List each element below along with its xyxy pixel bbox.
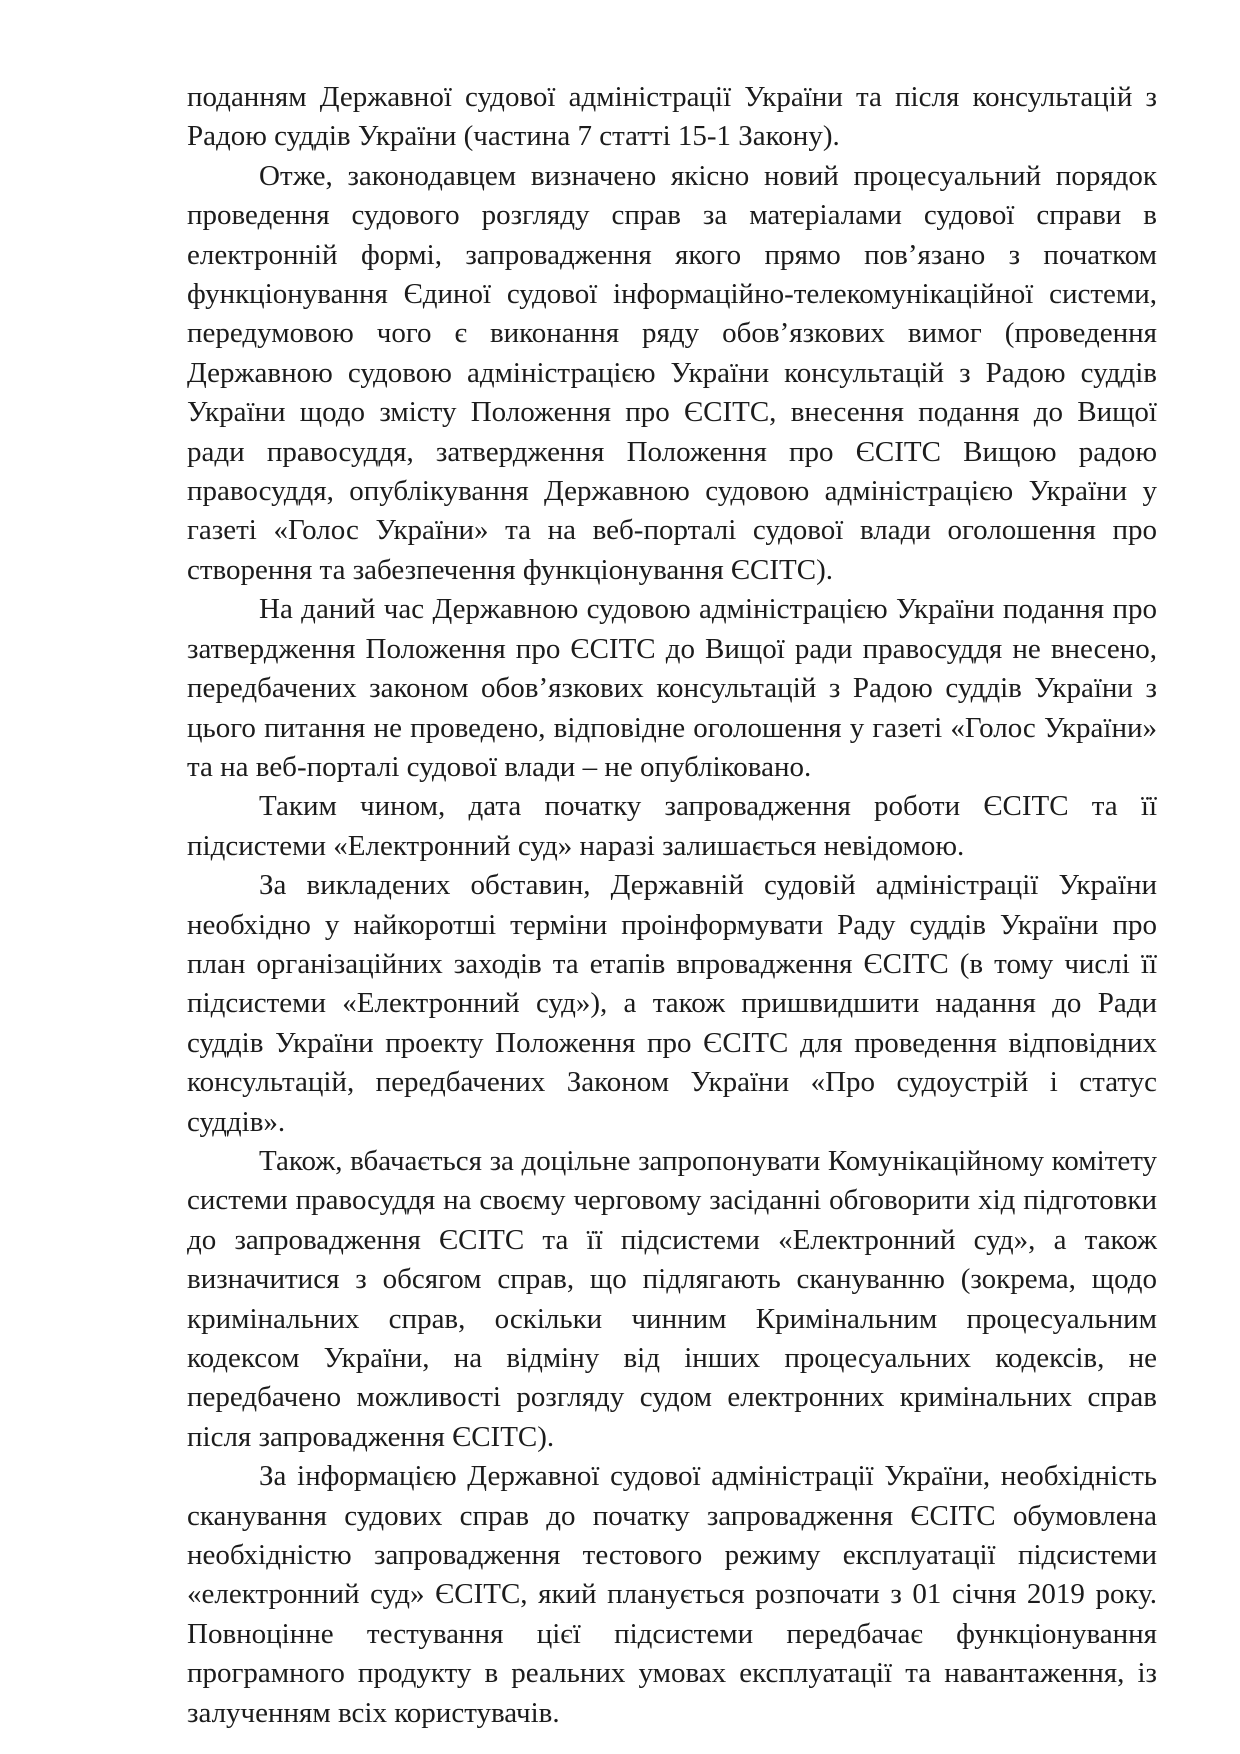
paragraph-4: Таким чином, дата початку запровадження роботи ЄСІТС та її підсистеми «Електронний суд» наразі залишається невідомою.	[187, 790, 1157, 862]
paragraph-2: Отже, законодавцем визначено якісно новий процесуальний порядок проведення судового розгляду справ за матеріалами судової справи в електронній формі, запровадження якого прямо пов’язано з початком функціонування Єдиної судової інформаційно-телекомунікаційної системи, передумовою чого є виконання ряду обов’язкових вимог (проведення Державною судовою адміністрацією України консультацій з Радою суддів України щодо змісту Положення про ЄСІТС, внесення подання до Вищої ради правосуддя, затвердження Положення про ЄСІТС Вищою радою правосуддя, опублікування Державною судовою адміністрацією України у газеті «Голос України» та на веб-порталі судової влади оголошення про створення та забезпечення функціонування ЄСІТС).	[187, 159, 1157, 586]
paragraph-3: На даний час Державною судовою адміністрацією України подання про затвердження Положення про ЄСІТС до Вищої ради правосуддя не внесено, передбачених законом обов’язкових консультацій з Радою суддів України з цього питання не проведено, відповідне оголошення у газеті «Голос України» та на веб-порталі судової влади – не опубліковано.	[187, 593, 1157, 783]
paragraph-6: Також, вбачається за доцільне запропонувати Комунікаційному комітету системи правосуддя на своєму черговому засіданні обговорити хід підготовки до запровадження ЄСІТС та її підсистеми «Електронний суд», а також визначитися з обсягом справ, що підлягають скануванню (зокрема, щодо кримінальних справ, оскільки чинним Кримінальним процесуальним кодексом України, на відміну від інших процесуальних кодексів, не передбачено можливості розгляду судом електронних кримінальних справ після запровадження ЄСІТС).	[187, 1144, 1157, 1453]
paragraph-7: За інформацією Державної судової адміністрації України, необхідність сканування судових справ до початку запровадження ЄСІТС обумовлена необхідністю запровадження тестового режиму експлуатації підсистеми «електронний суд» ЄСІТС, який планується розпочати з 01 січня 2019 року. Повноцінне тестування цієї підсистеми передбачає функціонування програмного продукту в реальних умовах експлуатації та навантаження, із залученням всіх користувачів.	[187, 1460, 1157, 1729]
document-body	[187, 78, 1157, 1733]
paragraph-5: За викладених обставин, Державній судовій адміністрації України необхідно у найкоротші терміни проінформувати Раду суддів України про план організаційних заходів та етапів впровадження ЄСІТС (в тому числі її підсистеми «Електронний суд»), а також пришвидшити надання до Ради суддів України проекту Положення про ЄСІТС для проведення відповідних консультацій, передбачених Законом України «Про судоустрій і статус суддів».	[187, 869, 1157, 1138]
paragraph-1: поданням Державної судової адміністрації України та після консультацій з Радою суддів України (частина 7 статті 15-1 Закону).	[187, 81, 1157, 153]
